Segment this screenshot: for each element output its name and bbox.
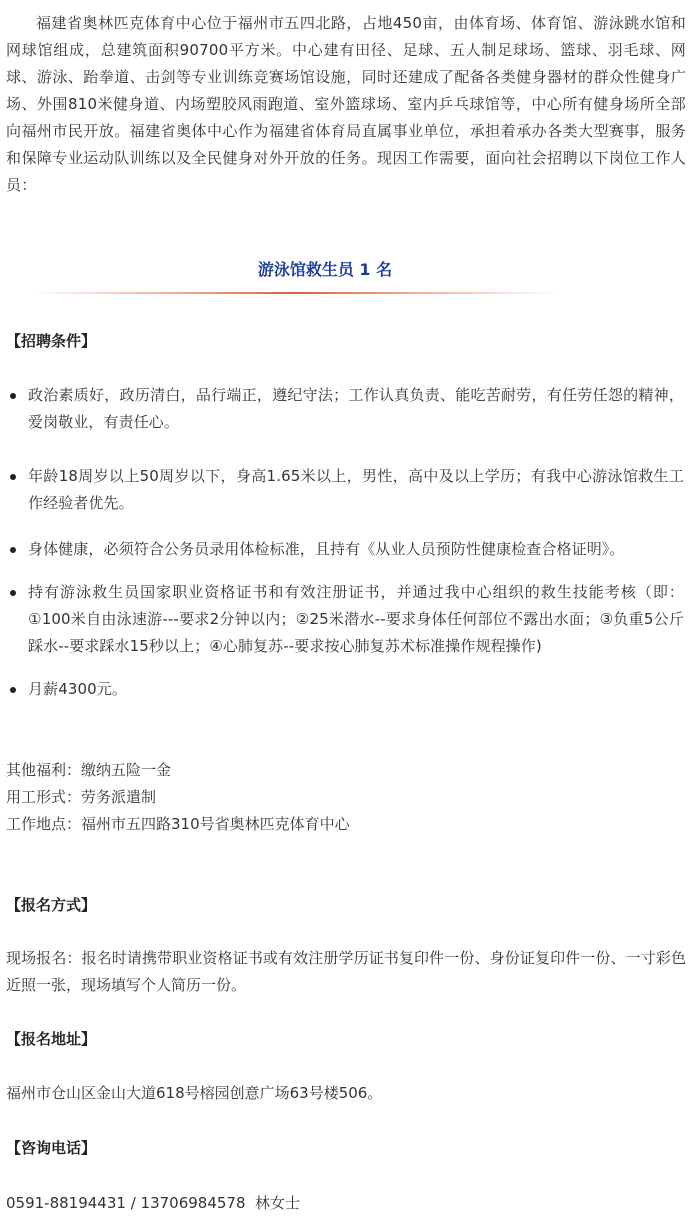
application-address-heading: 【报名地址】	[6, 1030, 97, 1048]
work-location-line: 工作地点：福州市五四路310号省奥林匹克体育中心	[6, 815, 350, 833]
contact-heading: 【咨询电话】	[6, 1139, 97, 1157]
contact-phone-text: 0591-88194431 / 13706984578 林女士	[6, 1194, 301, 1212]
benefits-line: 其他福利：缴纳五险一金	[6, 761, 172, 779]
application-method-text: 现场报名：报名时请携带职业资格证书或有效注册学历证书复印件一份、身份证复印件一份、一寸彩色近照一张，现场填写个人简历一份。	[6, 949, 686, 994]
requirements-heading: 【招聘条件】	[6, 332, 97, 350]
title-underline-divider	[30, 292, 560, 294]
requirement-item	[0, 463, 690, 517]
requirement-text: 身体健康，必须符合公务员录用体检标准，且持有《从业人员预防性健康检查合格证明》。	[28, 540, 625, 558]
requirement-item	[0, 579, 690, 660]
requirement-item	[0, 382, 690, 436]
requirement-text: 月薪4300元。	[28, 680, 127, 698]
job-title: 游泳馆救生员 1 名	[257, 260, 393, 279]
requirement-item	[0, 536, 690, 563]
application-method-heading: 【报名方式】	[6, 896, 97, 914]
requirement-text: 年龄18周岁以上50周岁以下，身高1.65米以上，男性，高中及以上学历；有我中心游泳馆救生工作经验者优先。	[28, 467, 684, 512]
requirement-text: 政治素质好，政历清白，品行端正，遵纪守法；工作认真负责、能吃苦耐劳，有任劳任怨的精神，爱岗敬业，有责任心。	[28, 386, 684, 431]
requirement-text: 持有游泳救生员国家职业资格证书和有效注册证书，并通过我中心组织的救生技能考核（即：①100米自由泳速游---要求2分钟以内；②25米潜水--要求身体任何部位不露出水面；③负重5公斤踩水--要求踩水15秒以上；④心肺复苏--要求按心肺复苏术标准操作规程操作)	[28, 583, 684, 655]
bullet-icon	[10, 547, 16, 553]
bullet-icon	[10, 393, 16, 399]
employment-type-line: 用工形式：劳务派遣制	[6, 788, 157, 806]
application-address-text: 福州市仓山区金山大道618号榕园创意广场63号楼506。	[6, 1084, 383, 1102]
requirement-item	[0, 676, 690, 703]
bullet-icon	[10, 590, 16, 596]
bullet-icon	[10, 687, 16, 693]
intro-paragraph: 福建省奥林匹克体育中心位于福州市五四北路，占地450亩，由体育场、体育馆、游泳跳水馆和网球馆组成，总建筑面积90700平方米。中心建有田径、足球、五人制足球场、篮球、羽毛球、网球、游泳、跆拳道、击剑等专业训练竞赛场馆设施，同时还建成了配备各类健身器材的群众性健身广场、外围810米健身道、内场塑胶风雨跑道、室外篮球场、室内乒乓球馆等，中心所有健身场所全部向福州市民开放。福建省奥体中心作为福建省体育局直属事业单位，承担着承办各类大型赛事，服务和保障专业运动队训练以及全民健身对外开放的任务。现因工作需要，面向社会招聘以下岗位工作人员：	[6, 14, 686, 194]
bullet-icon	[10, 474, 16, 480]
